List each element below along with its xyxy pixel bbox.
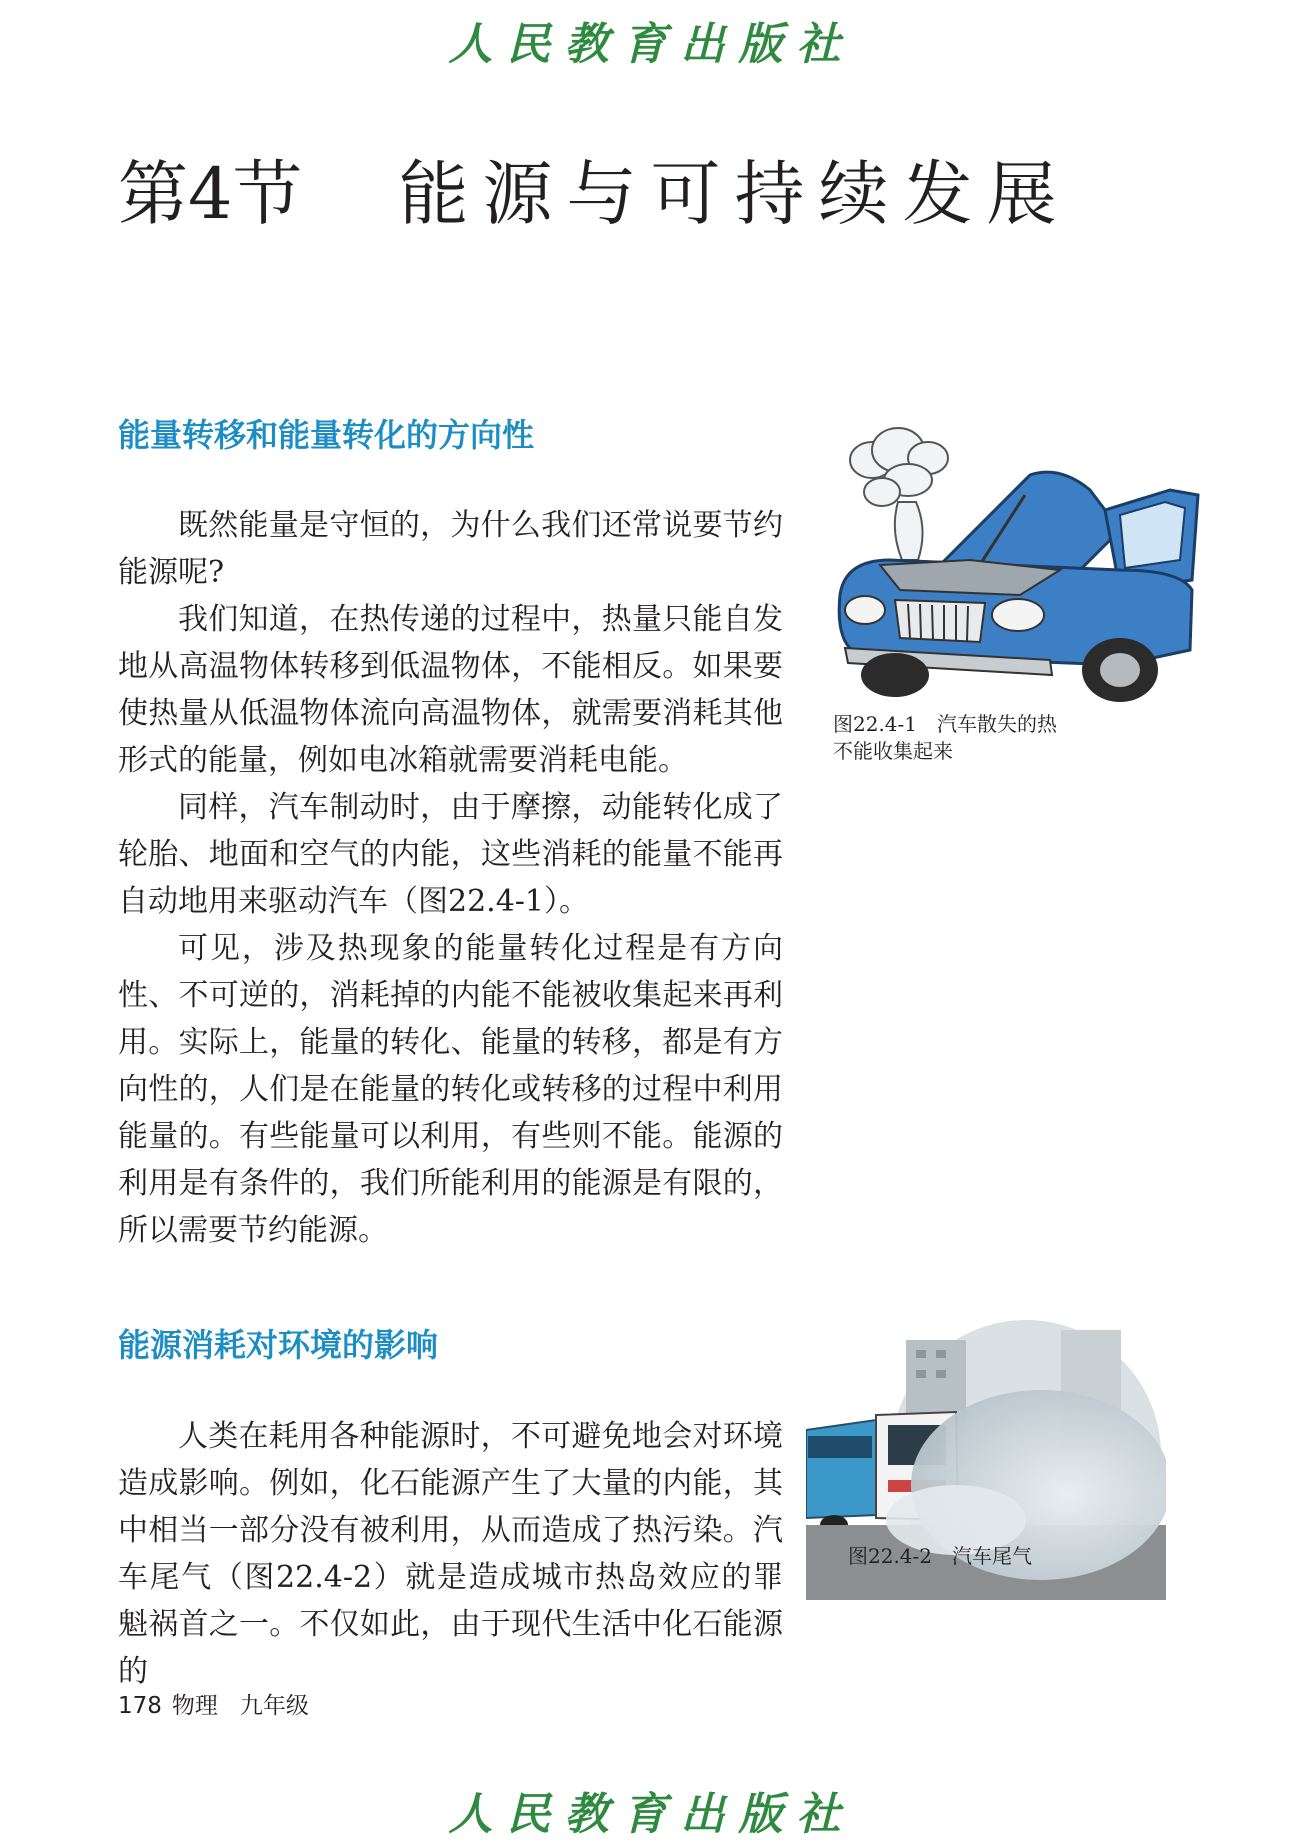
page-footer — [118, 1687, 309, 1720]
figure2-caption: 图22.4-2 汽车尾气 — [848, 1544, 1033, 1568]
car-hood — [940, 472, 1120, 570]
section-title — [118, 138, 1071, 239]
caption-line: 不能收集起来 — [833, 739, 953, 763]
section-title-text: 能源与可持续发展 — [398, 153, 1071, 235]
paragraph: 可见，涉及热现象的能量转化过程是有方向性、不可逆的，消耗掉的内能不能被收集起来再利用。实际上，能量的转化、能量的转移，都是有方向性的，人们是在能量的转化或转移的过程中利用能量的。有些能量可以利用，有些则不能。能源的利用是有条件的，我们所能利用的能源是有限的，所以需要节约能源。 — [118, 931, 783, 1248]
section-number: 第4节 — [118, 153, 303, 235]
steam-cloud — [850, 428, 948, 560]
paragraph: 既然能量是守恒的，为什么我们还常说要节约能源呢? — [118, 508, 783, 590]
grade: 九年级 — [239, 1693, 309, 1719]
car-illustration-figure — [820, 420, 1200, 705]
subsection-heading-environment: 能源消耗对环境的影响 — [118, 1326, 439, 1364]
paragraph: 人类在耗用各种能源时，不可避免地会对环境造成影响。例如，化石能源产生了大量的内能，其中相当一部分没有被利用，从而造成了热污染。汽车尾气（图22.4-2）就是造成城市热岛效应的罪魁祸首之一。不仅如此，由于现代生活中化石能源的 — [118, 1419, 783, 1689]
publisher-logo-top: 人民教育出版社 — [448, 19, 855, 70]
subsection-heading-energy-direction: 能量转移和能量转化的方向性 — [118, 416, 535, 454]
publisher-logo-bottom: 人民教育出版社 — [448, 1789, 855, 1840]
wheel — [861, 653, 929, 697]
paragraph: 同样，汽车制动时，由于摩擦，动能转化成了轮胎、地面和空气的内能，这些消耗的能量不能再自动地用来驱动汽车（图22.4-1）。 — [118, 790, 783, 919]
page-number: 178 — [118, 1693, 162, 1719]
subsection2-body — [118, 1413, 783, 1695]
figure1-caption — [833, 711, 1057, 765]
subsection1-body — [118, 502, 783, 1254]
paragraph: 我们知道，在热传递的过程中，热量只能自发地从高温物体转移到低温物体，不能相反。如果要使热量从低温物体流向高温物体，就需要消耗其他形式的能量，例如电冰箱就需要消耗电能。 — [118, 602, 783, 778]
subject: 物理 — [171, 1693, 218, 1719]
caption-line: 图22.4-1 汽车散失的热 — [833, 712, 1058, 736]
